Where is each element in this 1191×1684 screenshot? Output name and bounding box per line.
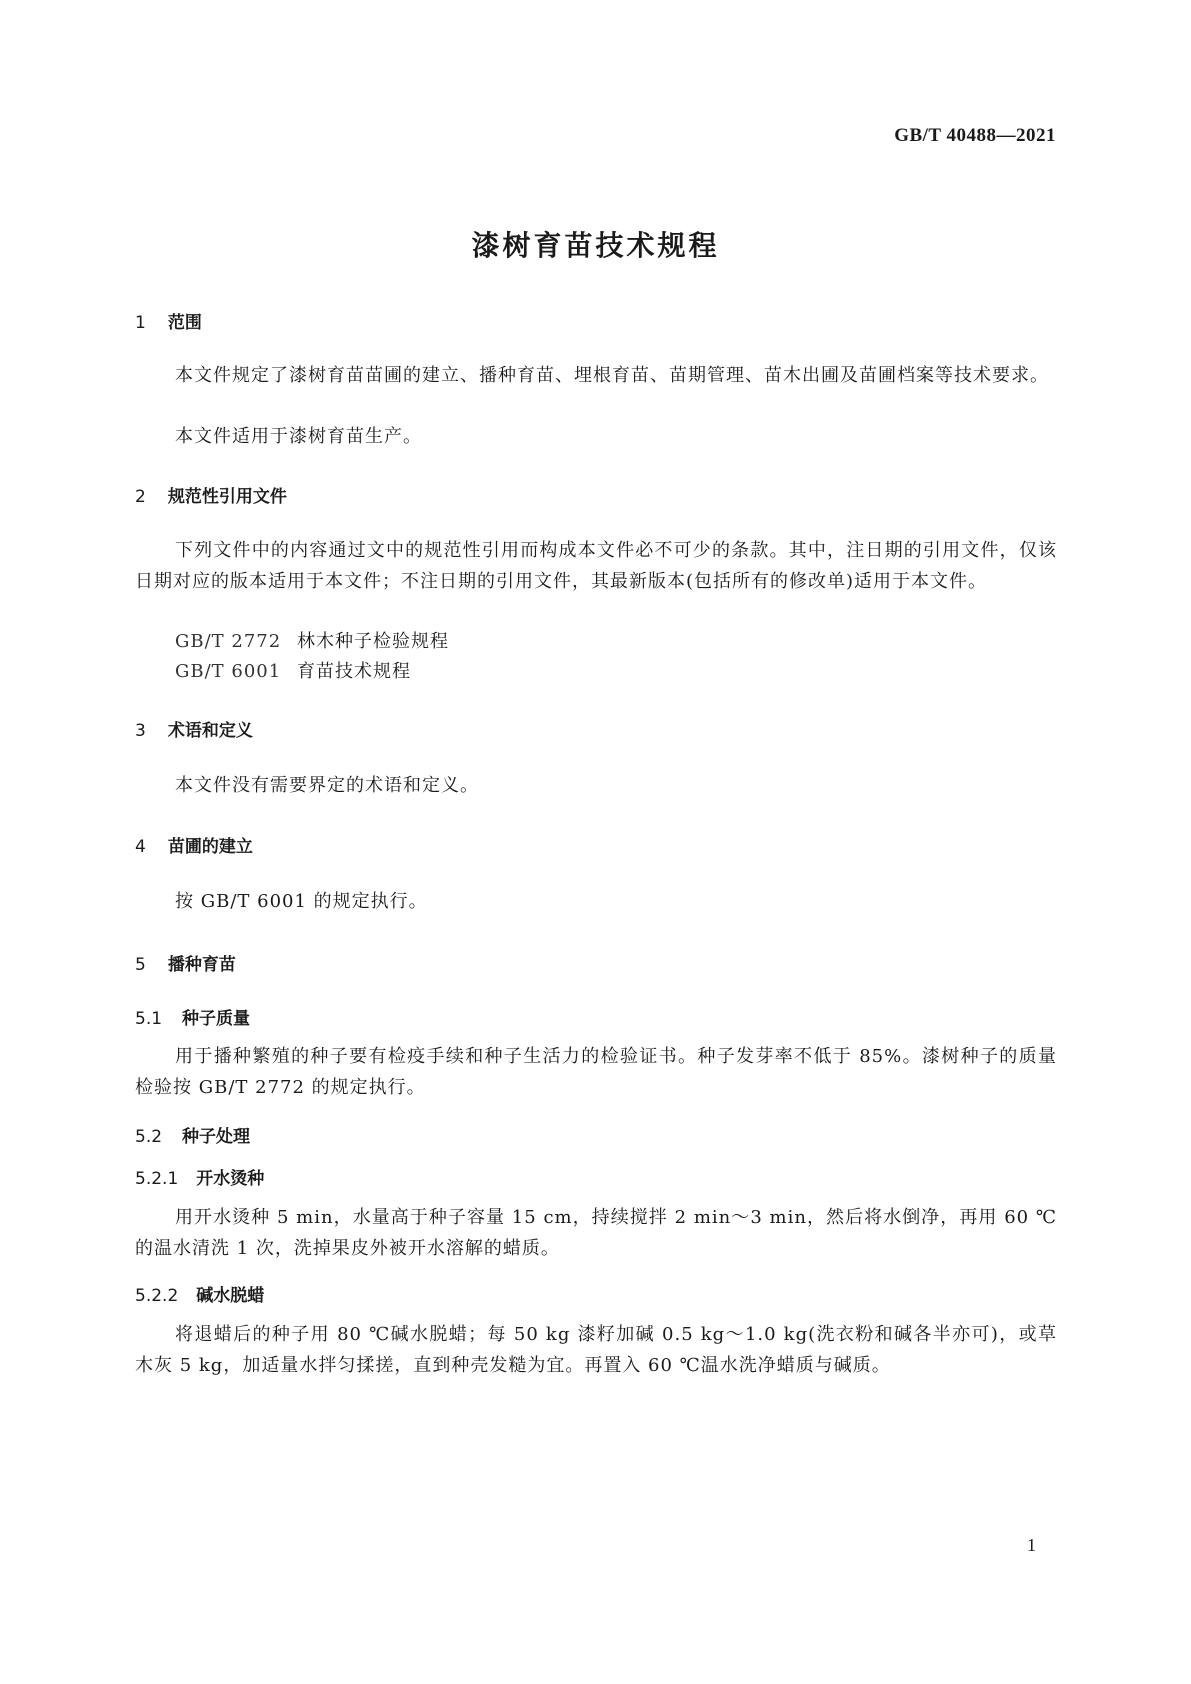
document-title: 漆树育苗技术规程 — [471, 229, 720, 262]
subsection-heading-5-2 — [135, 1122, 250, 1147]
section-heading-4 — [135, 832, 253, 857]
normative-reference — [175, 656, 411, 687]
section-title: 规范性引用文件 — [167, 487, 287, 507]
section-number: 2 — [135, 487, 146, 507]
section-title: 开水烫种 — [196, 1169, 265, 1189]
subsection-heading-5-2-2 — [135, 1281, 264, 1306]
section-title: 碱水脱蜡 — [196, 1286, 265, 1306]
section-title: 种子质量 — [182, 1009, 251, 1029]
section-heading-2 — [135, 482, 287, 507]
section-4-paragraph-1: 按 GB/T 6001 的规定执行。 — [175, 891, 428, 912]
subsection-heading-5-2-1 — [135, 1164, 264, 1189]
section-5-1-paragraph-1: 用于播种繁殖的种子要有检疫手续和种子生活力的检验证书。种子发芽率不低于 85%。漆树种子的质量检验按 GB/T 2772 的规定执行。 — [135, 1046, 1057, 1098]
section-title: 种子处理 — [182, 1127, 251, 1147]
reference-code: GB/T 6001 — [175, 661, 282, 682]
page-number: 1 — [1027, 1535, 1036, 1555]
section-5-2-1-paragraph-1: 用开水烫种 5 min，水量高于种子容量 15 cm，持续搅拌 2 min～3 min，然后将水倒净，再用 60 ℃的温水清洗 1 次，洗掉果皮外被开水溶解的蜡质。 — [135, 1207, 1057, 1259]
section-number: 5.2 — [135, 1127, 163, 1147]
reference-name: 林木种子检验规程 — [297, 631, 449, 652]
section-3-paragraph-1: 本文件没有需要界定的术语和定义。 — [175, 775, 479, 796]
section-title: 苗圃的建立 — [167, 837, 253, 857]
section-number: 3 — [135, 721, 146, 741]
section-number: 5.1 — [135, 1009, 163, 1029]
subsection-heading-5-1 — [135, 1004, 250, 1029]
section-number: 4 — [135, 837, 146, 857]
section-5-2-2-paragraph-1: 将退蜡后的种子用 80 ℃碱水脱蜡；每 50 kg 漆籽加碱 0.5 kg～1.0 kg(洗衣粉和碱各半亦可)，或草木灰 5 kg，加适量水拌匀揉搓，直到种壳发糙为宜。再置入 60 ℃温水洗净蜡质与碱质。 — [135, 1324, 1057, 1376]
section-title: 播种育苗 — [167, 955, 236, 975]
section-title: 术语和定义 — [167, 721, 253, 741]
section-2-paragraph-1: 下列文件中的内容通过文中的规范性引用而构成本文件必不可少的条款。其中，注日期的引用文件，仅该日期对应的版本适用于本文件；不注日期的引用文件，其最新版本(包括所有的修改单)适用于本文件。 — [135, 540, 1057, 592]
section-title: 范围 — [167, 313, 202, 333]
section-heading-1 — [135, 308, 202, 333]
standard-number: GB/T 40488—2021 — [894, 125, 1056, 146]
reference-name: 育苗技术规程 — [297, 661, 411, 682]
section-number: 5.2.2 — [135, 1286, 179, 1306]
section-1-paragraph-2: 本文件适用于漆树育苗生产。 — [175, 426, 422, 447]
section-heading-5 — [135, 950, 236, 975]
section-1-paragraph-1: 本文件规定了漆树育苗苗圃的建立、播种育苗、埋根育苗、苗期管理、苗木出圃及苗圃档案等技术要求。 — [175, 365, 1049, 386]
section-number: 5.2.1 — [135, 1169, 179, 1189]
section-number: 5 — [135, 955, 146, 975]
normative-reference — [175, 626, 449, 657]
section-number: 1 — [135, 313, 146, 333]
section-heading-3 — [135, 716, 253, 741]
reference-code: GB/T 2772 — [175, 631, 282, 652]
